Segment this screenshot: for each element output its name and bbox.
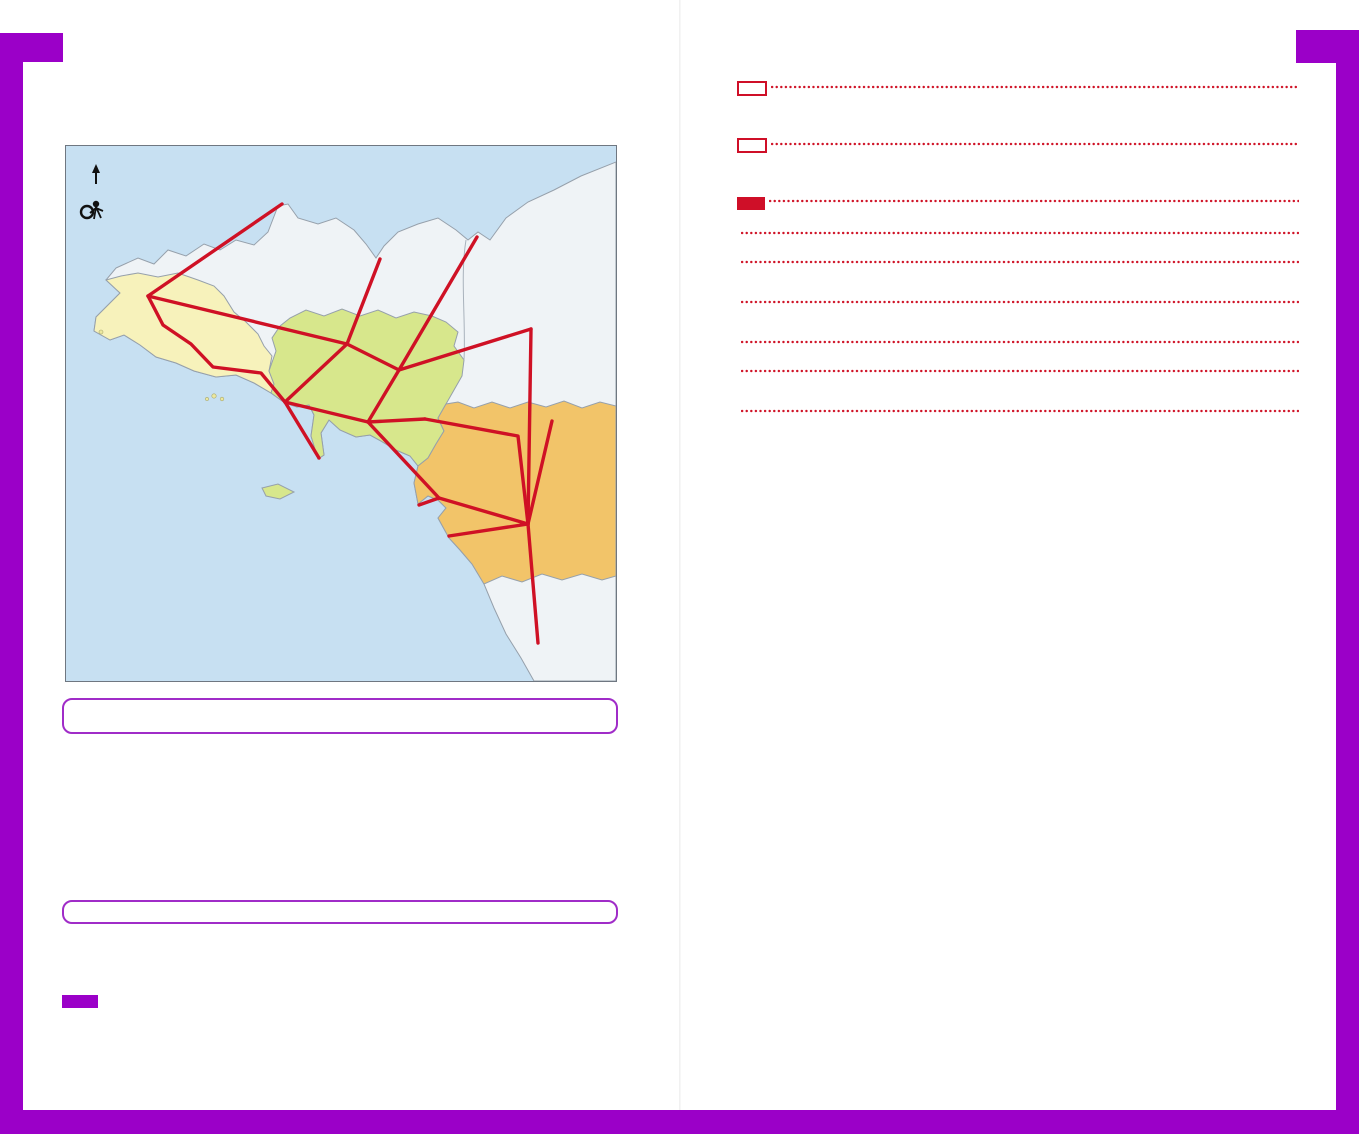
left-edge-bar	[0, 33, 23, 1110]
section-finistere-sud	[737, 190, 1303, 428]
subsection-pays-bigouden	[737, 251, 1303, 268]
dotted-leader	[741, 291, 1299, 304]
section-title	[737, 81, 767, 96]
dotted-leader	[741, 251, 1299, 264]
map-region-boxes	[66, 146, 616, 681]
dotted-leader	[741, 360, 1299, 373]
intro-box	[62, 698, 618, 734]
page-number-tab-left	[0, 33, 63, 62]
emergency-box	[62, 900, 618, 924]
subsection-porzay-crozon	[737, 360, 1303, 377]
brittany-distances-map	[65, 145, 617, 682]
section-comment-y-aller	[737, 76, 1303, 107]
dotted-leader	[769, 190, 1299, 203]
subsection-montagnes-noires	[737, 400, 1303, 417]
dotted-leader	[741, 400, 1299, 413]
subsection-cap-sizun	[737, 291, 1303, 308]
dotted-leader	[771, 133, 1299, 146]
subsection-pays-de-quimper	[737, 222, 1303, 239]
subsection-pays-de-douarnenez	[737, 331, 1303, 348]
bottom-bar	[0, 1110, 1359, 1134]
section-title	[737, 197, 765, 210]
dotted-leader	[771, 76, 1299, 89]
page-seam	[679, 0, 681, 1134]
preambule-header	[62, 995, 98, 1008]
toc-content	[737, 76, 1303, 428]
section-bon-a-savoir	[737, 133, 1303, 164]
dotted-leader	[741, 331, 1299, 344]
dotted-leader	[741, 222, 1299, 235]
section-title	[737, 138, 767, 153]
right-edge-bar	[1336, 30, 1359, 1110]
